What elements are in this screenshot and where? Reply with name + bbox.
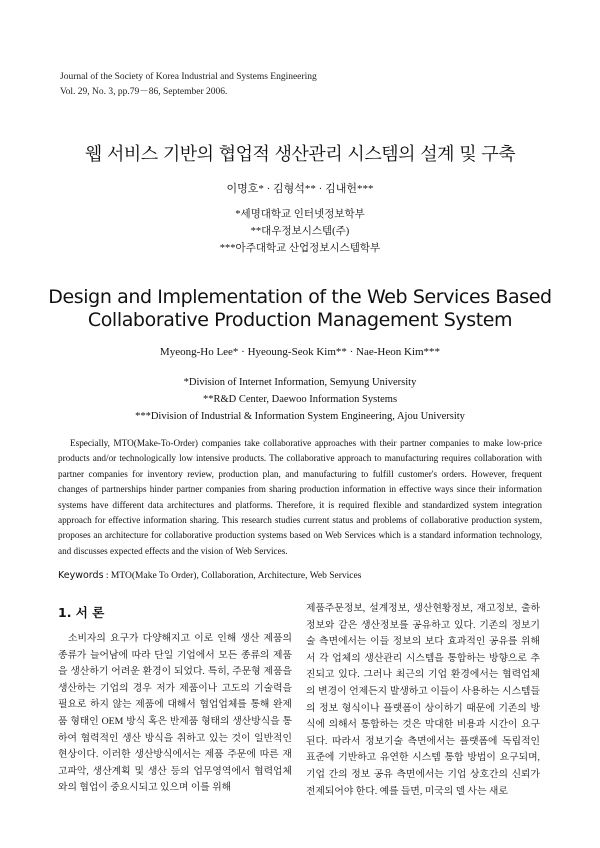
english-affiliation: *Division of Internet Information, Semyung University bbox=[183, 377, 417, 388]
korean-affiliation: ***아주대학교 산업정보시스템학부 bbox=[219, 243, 381, 254]
journal-header bbox=[60, 70, 317, 100]
body-column-left bbox=[58, 631, 292, 797]
body-paragraph: 제품주문정보, 설계정보, 생산현황정보, 재고정보, 출하정보와 같은 생산정보를 공유하고 있다. 기존의 정보기술 측면에서는 이들 정보의 보다 효과적인 공유를 위해서 각 업체의 생산관리 시스템을 통합하는 방향으로 추진되고 있다. 그러나 최근의 기업 환경에서는 협력업체의 변경이 언제든지 발생하고 이들이 사용하는 시스템들의 정보 형식이나 플랫폼이 상이하기 때문에 기존의 방식에 의해서 통합하는 것은 막대한 비용과 시간이 요구된다. 따라서 정보기술 측면에서는 플랫폼에 독립적인 표준에 기반하고 유연한 시스템 통합 방법이 요구되며, 기업 간의 정보 공유 측면에서는 기업 상호간의 신뢰가 전제되어야 한다. 예를 들면, 미국의 델 사는 새로 bbox=[306, 603, 540, 797]
keywords-label: Keywords bbox=[58, 570, 104, 581]
keywords-separator: : bbox=[103, 571, 111, 581]
abstract bbox=[58, 436, 542, 559]
abstract-text: Especially, MTO(Make-To-Order) companies take collaborative approaches with their partner companies to make low-price products and/or technologically low intensive products. The collaborative approach to manufacturing requires collaboration with partner companies for inventory review, production plan, and manufacturing to fulfill customer's orders. However, frequent changes of partnerships hinder partner companies from sharing production information in effective ways since their information systems have different data architectures and platforms. Therefore, it is required flexible and standardized system integration approach for effective information sharing. This research studies current status and problems of collaborative production system, proposes an architecture for collaborative production systems based on Web Services which is a standard information technology, and discusses expected effects and the vision of Web Services. bbox=[58, 438, 542, 556]
body-paragraph: 소비자의 요구가 다양해지고 이로 인해 생산 제품의 종류가 늘어남에 따라 단일 기업에서 모든 종류의 제품을 생산하기 어려운 환경이 되었다. 특히, 주문형 제품을 생산하는 기업의 경우 저가 제품이나 고도의 기술력을 필요로 하지 않는 제품에 대해서 협업업체를 통해 완제품 형태인 OEM 방식 혹은 반제품 형태의 생산방식을 통하여 협력적인 생산 방식을 취하고 있는 것이 일반적인 현상이다. 이러한 생산방식에서는 제품 주문에 따른 재고파악, 생산계획 및 생산 등의 업무영역에서 협력업체와의 협업이 중요시되고 있으며 이를 위해 bbox=[58, 633, 292, 794]
keywords bbox=[58, 570, 542, 581]
korean-affiliations bbox=[0, 206, 600, 257]
section-heading: 1. 서 론 bbox=[58, 605, 105, 620]
korean-affiliation: **대우정보시스템(주) bbox=[250, 226, 350, 237]
journal-volume: Vol. 29, No. 3, pp.79－86, September 2006. bbox=[60, 87, 228, 97]
english-title-line: Design and Implementation of the Web Services Based bbox=[48, 286, 552, 308]
body-column-right bbox=[306, 601, 540, 800]
english-affiliation: ***Division of Industrial & Information System Engineering, Ajou University bbox=[135, 411, 465, 422]
english-title-line: Collaborative Production Management System bbox=[87, 309, 513, 331]
english-affiliations bbox=[0, 374, 600, 425]
english-authors: Myeong-Ho Lee* · Hyeoung-Seok Kim** · Nae-Heon Kim*** bbox=[159, 346, 441, 358]
english-title bbox=[0, 286, 600, 332]
english-affiliation: **R&D Center, Daewoo Information Systems bbox=[202, 394, 398, 405]
journal-name: Journal of the Society of Korea Industrial and Systems Engineering bbox=[60, 72, 317, 82]
korean-authors: 이명호* · 김형석** · 김내헌*** bbox=[226, 183, 374, 195]
korean-title: 웹 서비스 기반의 협업적 생산관리 시스템의 설계 및 구축 bbox=[84, 144, 516, 165]
keywords-text: MTO(Make To Order), Collaboration, Architecture, Web Services bbox=[110, 571, 362, 581]
korean-affiliation: *세명대학교 인터넷정보학부 bbox=[235, 209, 365, 220]
